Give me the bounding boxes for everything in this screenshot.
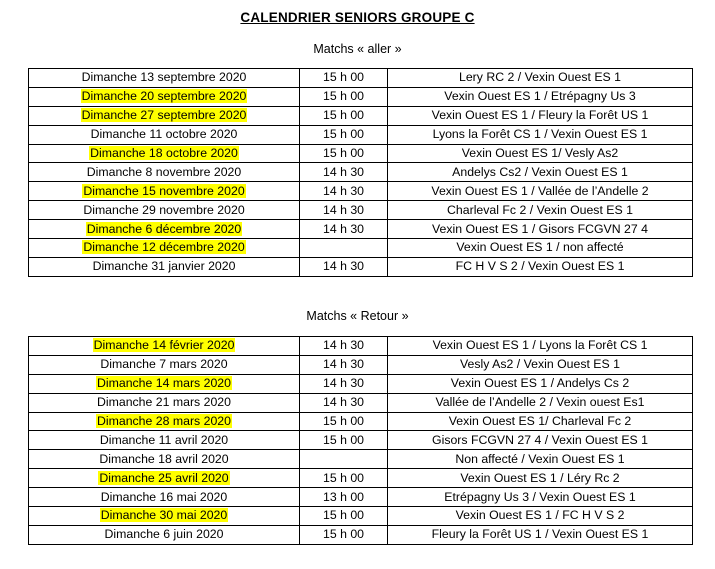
table-row — [29, 412, 693, 431]
date-text: Dimanche 30 mai 2020 — [100, 508, 228, 523]
retour-schedule-table — [28, 336, 693, 545]
match-cell: Fleury la Forêt US 1 / Vexin Ouest ES 1 — [388, 525, 693, 544]
time-cell: 14 h 30 — [300, 220, 388, 239]
table-row — [29, 507, 693, 526]
document-title: CALENDRIER SENIORS GROUPE C — [240, 10, 475, 25]
date-cell — [29, 125, 300, 144]
time-cell: 15 h 00 — [300, 69, 388, 88]
match-cell: Lyons la Forêt CS 1 / Vexin Ouest ES 1 — [388, 125, 693, 144]
date-text: Dimanche 6 décembre 2020 — [86, 221, 242, 236]
date-text: Dimanche 14 mars 2020 — [97, 376, 231, 391]
table-row — [29, 431, 693, 450]
time-cell: 14 h 30 — [300, 355, 388, 374]
date-text: Dimanche 14 février 2020 — [93, 338, 235, 353]
date-cell — [29, 488, 300, 507]
aller-heading: Matchs « aller » — [313, 42, 402, 56]
time-cell — [300, 450, 388, 469]
match-cell: Gisors FCGVN 27 4 / Vexin Ouest ES 1 — [388, 431, 693, 450]
time-cell: 15 h 00 — [300, 431, 388, 450]
time-cell: 14 h 30 — [300, 257, 388, 276]
date-text: Dimanche 31 janvier 2020 — [92, 259, 236, 274]
date-text: Dimanche 11 avril 2020 — [99, 432, 229, 447]
table-row — [29, 182, 693, 201]
date-text: Dimanche 27 septembre 2020 — [81, 108, 247, 123]
date-cell — [29, 431, 300, 450]
date-text: Dimanche 18 octobre 2020 — [90, 146, 238, 160]
date-cell — [29, 163, 300, 182]
time-cell: 14 h 30 — [300, 374, 388, 393]
match-cell: Vesly As2 / Vexin Ouest ES 1 — [388, 355, 693, 374]
table-row — [29, 393, 693, 412]
table-row — [29, 337, 693, 356]
time-cell: 15 h 00 — [300, 106, 388, 125]
time-cell: 14 h 30 — [300, 337, 388, 356]
date-cell — [29, 144, 300, 163]
date-cell — [29, 69, 300, 88]
date-cell — [29, 87, 300, 106]
match-cell: Vexin Ouest ES 1 / Etrépagny Us 3 — [388, 87, 693, 106]
match-cell: Vexin Ouest ES 1 / Gisors FCGVN 27 4 — [388, 220, 693, 239]
date-text: Dimanche 11 octobre 2020 — [90, 127, 238, 142]
date-cell — [29, 355, 300, 374]
date-cell — [29, 412, 300, 431]
match-cell: Vallée de l’Andelle 2 / Vexin ouest Es1 — [388, 393, 693, 412]
time-cell: 13 h 00 — [300, 488, 388, 507]
match-cell: FC H V S 2 / Vexin Ouest ES 1 — [388, 257, 693, 276]
match-cell: Vexin Ouest ES 1 / Andelys Cs 2 — [388, 374, 693, 393]
match-cell: Vexin Ouest ES 1 / non affecté — [388, 239, 693, 258]
table-row — [29, 87, 693, 106]
match-cell: Vexin Ouest ES 1 / Léry Rc 2 — [388, 469, 693, 488]
table-row — [29, 220, 693, 239]
date-text: Dimanche 7 mars 2020 — [100, 357, 228, 372]
match-cell: Vexin Ouest ES 1/ Charleval Fc 2 — [388, 412, 693, 431]
table-row — [29, 469, 693, 488]
date-text: Dimanche 18 avril 2020 — [99, 451, 229, 466]
table-row — [29, 450, 693, 469]
date-text: Dimanche 8 novembre 2020 — [86, 164, 242, 179]
table-row — [29, 69, 693, 88]
match-cell: Vexin Ouest ES 1 / Vallée de l’Andelle 2 — [388, 182, 693, 201]
table-row — [29, 106, 693, 125]
date-text: Dimanche 15 novembre 2020 — [83, 183, 245, 198]
date-text: Dimanche 12 décembre 2020 — [83, 240, 245, 255]
time-cell: 14 h 30 — [300, 393, 388, 412]
date-text: Dimanche 6 juin 2020 — [104, 527, 224, 542]
time-cell: 15 h 00 — [300, 469, 388, 488]
time-cell: 14 h 30 — [300, 201, 388, 220]
match-cell: Charleval Fc 2 / Vexin Ouest ES 1 — [388, 201, 693, 220]
aller-schedule-table — [28, 68, 693, 277]
date-cell — [29, 374, 300, 393]
table-row — [29, 488, 693, 507]
time-cell: 14 h 30 — [300, 163, 388, 182]
time-cell: 15 h 00 — [300, 412, 388, 431]
time-cell: 15 h 00 — [300, 144, 388, 163]
table-row — [29, 201, 693, 220]
date-text: Dimanche 16 mai 2020 — [100, 489, 228, 504]
time-cell: 14 h 30 — [300, 182, 388, 201]
table-row — [29, 239, 693, 258]
date-cell — [29, 257, 300, 276]
date-text: Dimanche 28 mars 2020 — [97, 414, 231, 428]
table-row — [29, 125, 693, 144]
time-cell — [300, 239, 388, 258]
match-cell: Vexin Ouest ES 1 / Fleury la Forêt US 1 — [388, 106, 693, 125]
match-cell: Non affecté / Vexin Ouest ES 1 — [388, 450, 693, 469]
date-cell — [29, 239, 300, 258]
date-text: Dimanche 20 septembre 2020 — [81, 89, 247, 104]
date-cell — [29, 220, 300, 239]
table-row — [29, 355, 693, 374]
time-cell: 15 h 00 — [300, 525, 388, 544]
date-cell — [29, 106, 300, 125]
date-cell — [29, 182, 300, 201]
date-cell — [29, 507, 300, 526]
date-text: Dimanche 25 avril 2020 — [99, 470, 229, 485]
table-row — [29, 257, 693, 276]
date-cell — [29, 469, 300, 488]
date-text: Dimanche 21 mars 2020 — [97, 395, 231, 410]
table-row — [29, 163, 693, 182]
time-cell: 15 h 00 — [300, 87, 388, 106]
time-cell: 15 h 00 — [300, 125, 388, 144]
table-row — [29, 374, 693, 393]
match-cell: Vexin Ouest ES 1/ Vesly As2 — [388, 144, 693, 163]
match-cell: Etrépagny Us 3 / Vexin Ouest ES 1 — [388, 488, 693, 507]
table-row — [29, 144, 693, 163]
match-cell: Vexin Ouest ES 1 / Lyons la Forêt CS 1 — [388, 337, 693, 356]
time-cell: 15 h 00 — [300, 507, 388, 526]
date-text: Dimanche 13 septembre 2020 — [81, 70, 247, 85]
match-cell: Andelys Cs2 / Vexin Ouest ES 1 — [388, 163, 693, 182]
date-cell — [29, 393, 300, 412]
date-cell — [29, 450, 300, 469]
table-row — [29, 525, 693, 544]
match-cell: Vexin Ouest ES 1 / FC H V S 2 — [388, 507, 693, 526]
match-cell: Lery RC 2 / Vexin Ouest ES 1 — [388, 69, 693, 88]
date-cell — [29, 525, 300, 544]
date-text: Dimanche 29 novembre 2020 — [83, 202, 245, 217]
date-cell — [29, 201, 300, 220]
retour-heading: Matchs « Retour » — [306, 309, 409, 323]
date-cell — [29, 337, 300, 356]
